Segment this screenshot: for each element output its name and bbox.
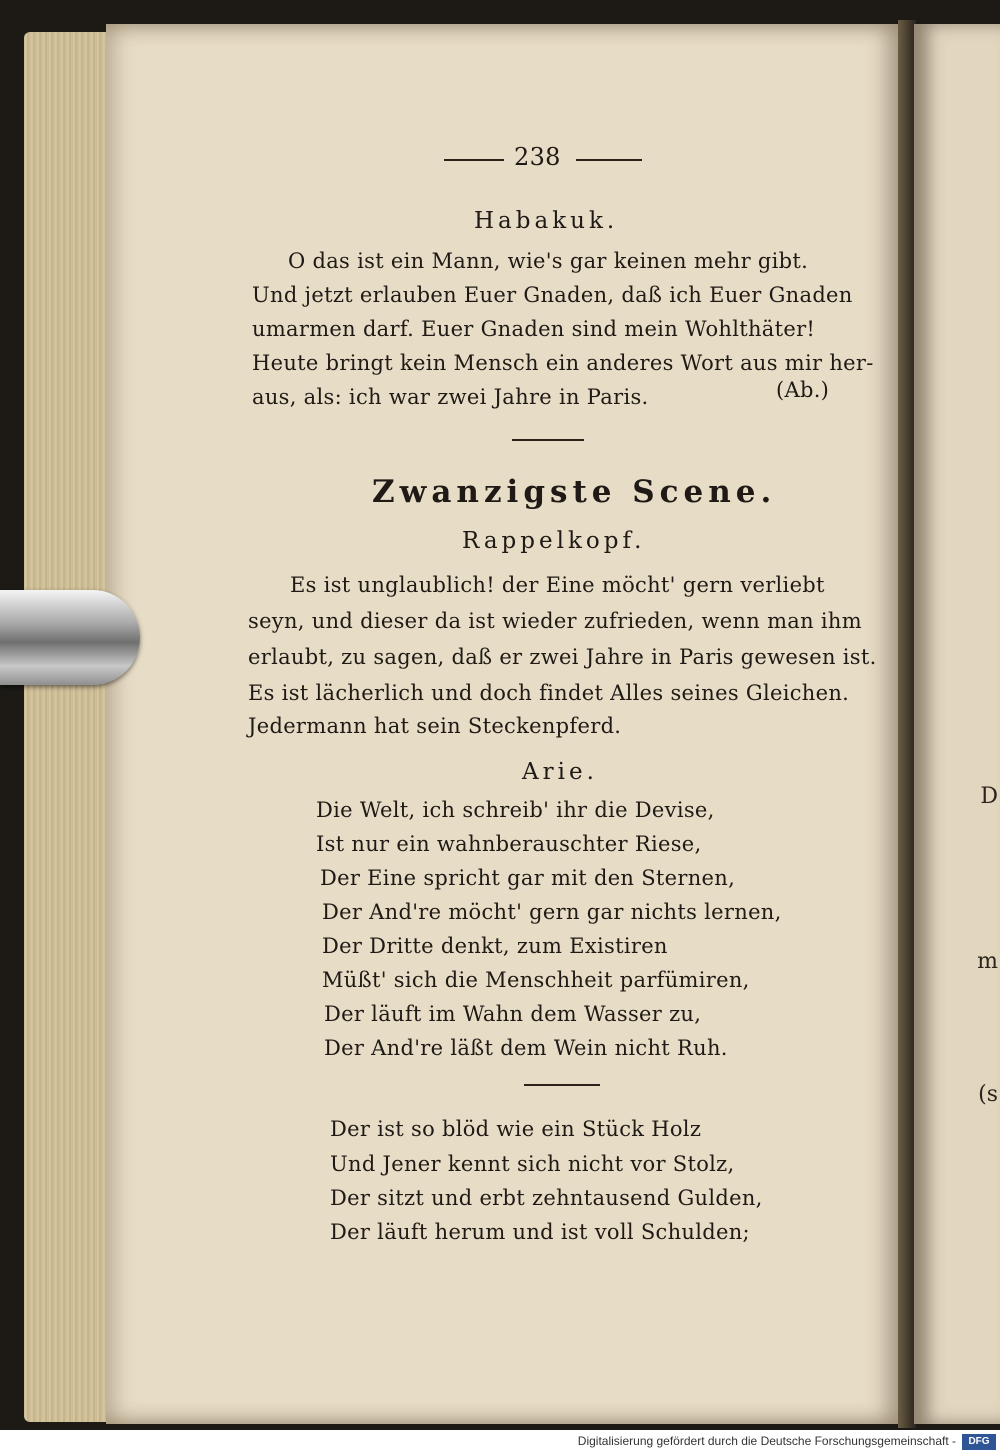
verse-line: Der And're läßt dem Wein nicht Ruh. <box>324 1036 728 1060</box>
page-number-rule-left <box>444 159 504 161</box>
verse-line: Der ist so blöd wie ein Stück Holz <box>330 1117 702 1141</box>
funding-notice: Digitalisierung gefördert durch die Deutsche Forschungsgemeinschaft - <box>577 1434 956 1448</box>
adjacent-page-fragment: D <box>980 784 998 809</box>
song-label: Arie. <box>522 759 598 785</box>
text-line: Und jetzt erlauben Euer Gnaden, daß ich Euer Gnaden <box>252 283 853 307</box>
text-line: umarmen darf. Euer Gnaden sind mein Wohlthäter! <box>252 317 816 341</box>
text-line: erlaubt, zu sagen, daß er zwei Jahre in Paris gewesen ist. <box>248 645 877 669</box>
verse-line: Der Dritte denkt, zum Existiren <box>322 934 668 958</box>
text-line: Jedermann hat sein Steckenpferd. <box>248 714 622 738</box>
text-line: seyn, und dieser da ist wieder zufrieden, wenn man ihm <box>248 609 862 633</box>
text-line: Heute bringt kein Mensch ein anderes Wort aus mir her- <box>252 351 874 375</box>
verse-line: Müßt' sich die Menschheit parfümiren, <box>322 968 750 992</box>
verse-line: Der sitzt und erbt zehntausend Gulden, <box>330 1186 763 1210</box>
text-line: aus, als: ich war zwei Jahre in Paris. <box>252 385 649 409</box>
verse-line: Der And're möcht' gern gar nichts lernen, <box>322 900 782 924</box>
speaker-name: Rappelkopf. <box>462 528 646 554</box>
dfg-logo: DFG <box>962 1434 996 1450</box>
verse-line: Der Eine spricht gar mit den Sternen, <box>320 866 736 890</box>
stage-direction: (Ab.) <box>776 378 830 402</box>
verse-line: Der läuft im Wahn dem Wasser zu, <box>324 1002 702 1026</box>
verse-line: Und Jener kennt sich nicht vor Stolz, <box>330 1152 735 1176</box>
scene-title: Zwanzigste Scene. <box>372 474 777 510</box>
verse-divider <box>524 1084 600 1086</box>
page-number-rule-right <box>576 159 642 161</box>
section-divider <box>512 439 584 441</box>
verse-line: Die Welt, ich schreib' ihr die Devise, <box>316 798 715 822</box>
digitization-footer <box>0 1430 1000 1455</box>
text-line: O das ist ein Mann, wie's gar keinen mehr gibt. <box>288 249 809 273</box>
verse-line: Ist nur ein wahnberauschter Riese, <box>316 832 702 856</box>
page-number: 238 <box>514 143 561 171</box>
adjacent-page-fragment: m <box>977 949 998 974</box>
text-line: Es ist unglaublich! der Eine möcht' gern verliebt <box>290 573 825 597</box>
text-line: Es ist lächerlich und doch findet Alles seines Gleichen. <box>248 681 850 705</box>
verse-line: Der läuft herum und ist voll Schulden; <box>330 1220 750 1244</box>
speaker-name: Habakuk. <box>474 208 619 234</box>
adjacent-page-fragment: (s <box>978 1082 998 1107</box>
